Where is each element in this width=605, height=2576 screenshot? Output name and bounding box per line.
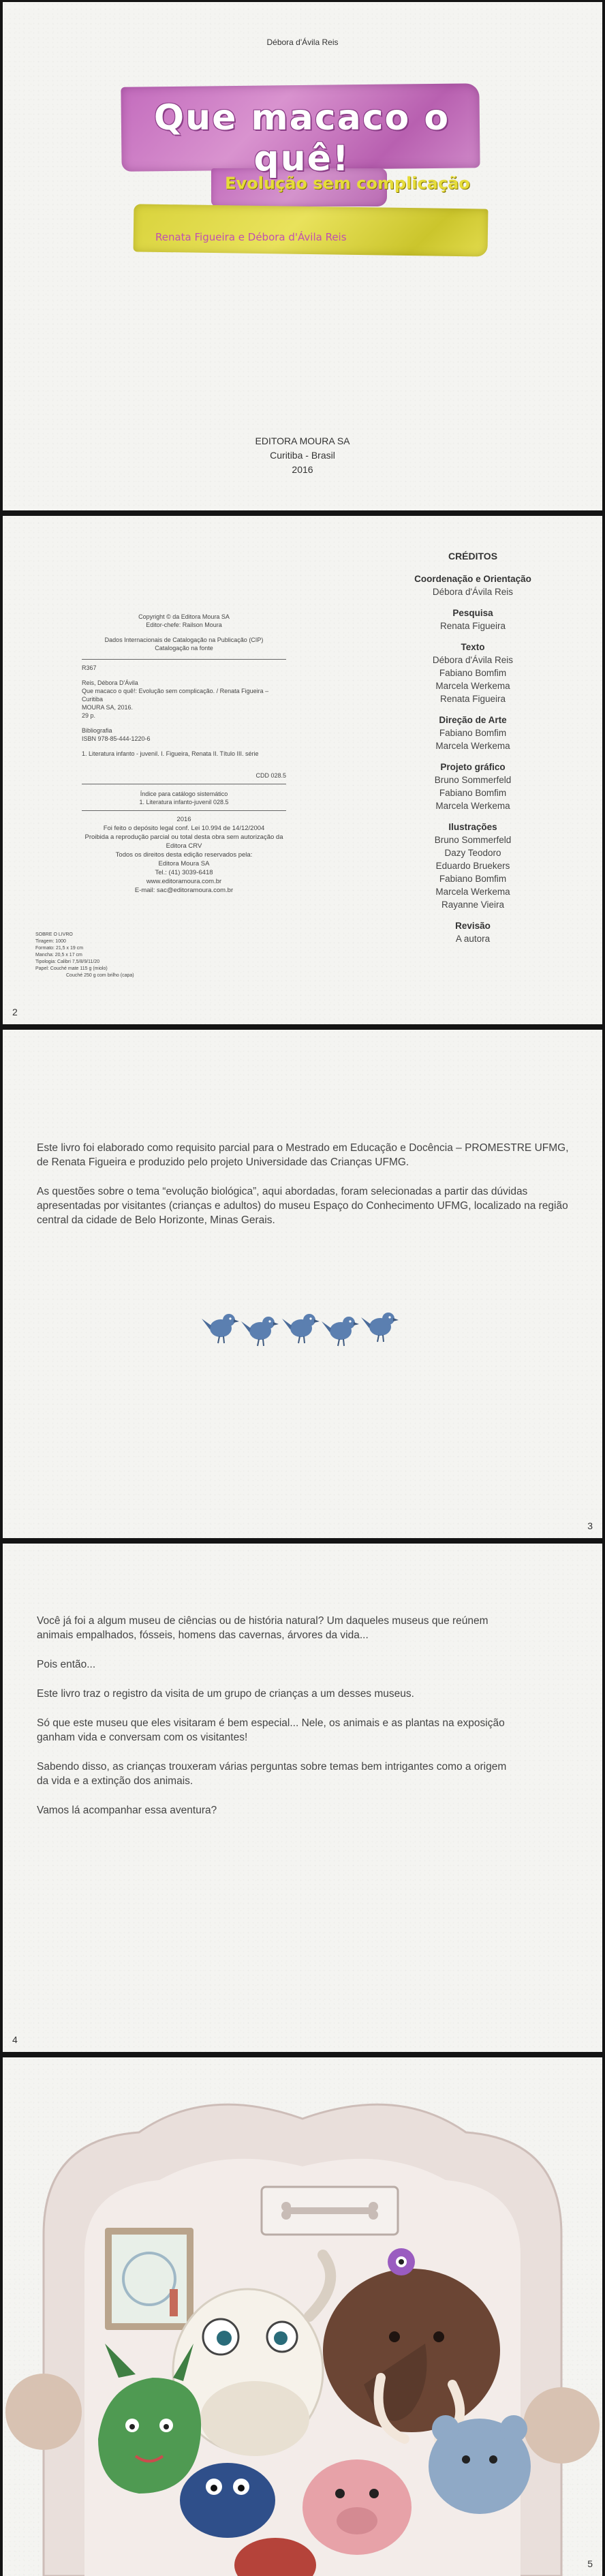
introduction-text	[37, 1614, 514, 1833]
acknowledgement-text	[37, 1141, 575, 1242]
credit-name: Bruno Sommerfeld	[434, 835, 512, 845]
bird-icon	[361, 1313, 399, 1342]
editor-chief-line: Editor-chefe: Railson Moura	[146, 622, 222, 628]
paragraph: Este livro traz o registro da visita de um grupo de crianças a um desses museus.	[37, 1688, 414, 1700]
cip-biblio: Bibliografia	[82, 727, 112, 734]
cover-author: Débora d'Ávila Reis	[266, 37, 339, 47]
credit-name: Renata Figueira	[439, 694, 506, 704]
paragraph: As questões sobre o tema “evolução biológica”, aqui abordadas, foram selecionadas a partir das dúvidas apresentadas por visitantes (crianças e adultos) do museu Espaço do Conhecimento UFMG, localizado na região central da cidade de Belo Horizonte, Minas Gerais.	[37, 1186, 568, 1226]
paragraph: Este livro foi elaborado como requisito parcial para o Mestrado em Educação e Docência – PROMESTRE UFMG, de Renata Figueira e produzido pelo projeto Universidade das Crianças UFMG.	[37, 1142, 569, 1168]
credit-name: Marcela Werkema	[435, 887, 510, 897]
blue-beetle-character	[180, 2463, 275, 2538]
credit-name: Fabiano Bomfim	[439, 728, 507, 738]
publisher-name: EDITORA MOURA SA	[255, 435, 350, 446]
credit-name: Débora d'Ávila Reis	[432, 655, 514, 665]
cip-entry-line: Reis, Débora D'Ávila	[82, 679, 138, 686]
credit-name: Renata Figueira	[439, 621, 506, 631]
spec-line: Formato: 21,5 x 19 cm	[35, 946, 84, 951]
page-number: 5	[587, 2558, 593, 2569]
credit-name: Fabiano Bomfim	[439, 874, 507, 884]
cip-code: R367	[82, 664, 97, 671]
credit-name: Rayanne Vieira	[441, 900, 505, 910]
framed-picture	[105, 2228, 193, 2330]
museum-characters-illustration	[3, 2057, 602, 2576]
credits-block	[384, 550, 561, 945]
legal-email: E-mail: sac@editoramoura.com.br	[134, 887, 234, 894]
credits-title: CRÉDITOS	[448, 551, 498, 562]
legal-line: Todos os direitos desta edição reservados pela:	[115, 851, 253, 859]
bird-icon	[202, 1314, 239, 1343]
cip-heading: Dados Internacionais de Catalogação na Publicação (CIP)	[104, 637, 264, 643]
credit-role: Revisão	[455, 921, 491, 931]
credit-name: Fabiano Bomfim	[439, 668, 507, 678]
credit-name: Bruno Sommerfeld	[434, 775, 512, 785]
catalog-record	[82, 613, 286, 895]
spec-line: Couché 250 g com brilho (capa)	[66, 973, 134, 978]
cip-entry-line: 29 p.	[82, 712, 96, 719]
page-number: 3	[587, 1520, 593, 1531]
index-item: 1. Literatura infanto-juvenil 028.5	[139, 799, 229, 806]
pig-character	[302, 2459, 412, 2555]
paragraph: Vamos lá acompanhar essa aventura?	[37, 1805, 217, 1816]
legal-line: Foi feito o depósito legal conf. Lei 10.994 de 14/12/2004	[103, 825, 265, 832]
credit-name: Marcela Werkema	[435, 681, 510, 691]
publisher-city: Curitiba - Brasil	[270, 450, 335, 461]
bone-sign	[262, 2187, 398, 2235]
spec-line: Tipologia: Calibri 7,5/8/9/11/20	[35, 960, 100, 964]
credit-name: Marcela Werkema	[435, 741, 510, 751]
credit-role: Pesquisa	[452, 608, 493, 618]
spec-line: Mancha: 20,5 x 17 cm	[35, 953, 82, 957]
credit-role: Texto	[461, 642, 485, 652]
bird-icon	[282, 1314, 320, 1343]
page-number: 4	[12, 2034, 18, 2045]
cip-subjects: 1. Literatura infanto - juvenil. I. Figueira, Renata II. Título III. série	[82, 750, 259, 757]
copyright-line: Copyright © da Editora Moura SA	[138, 613, 230, 620]
cip-isbn: ISBN 978-85-444-1220-6	[82, 735, 151, 742]
publisher-year: 2016	[292, 464, 313, 475]
credit-role: Projeto gráfico	[440, 762, 506, 772]
credit-role: Ilustrações	[448, 822, 497, 832]
birds-illustration	[200, 1302, 405, 1350]
spec-line: Papel: Couché mate 115 g (miolo)	[35, 966, 108, 971]
paragraph: Só que este museu que eles visitaram é bem especial... Nele, os animais e as plantas na exposição ganham vida e conversam com os visitantes!	[37, 1717, 505, 1743]
credit-name: Eduardo Bruekers	[435, 861, 510, 871]
bird-icon	[241, 1317, 279, 1346]
credit-name: Marcela Werkema	[435, 801, 510, 811]
legal-line: Editora Moura SA	[158, 860, 210, 868]
book-specs	[35, 932, 134, 979]
credit-role: Direção de Arte	[439, 715, 507, 725]
cip-entry-line: MOURA SA, 2016.	[82, 704, 134, 711]
credit-name: Dazy Teodoro	[444, 848, 501, 858]
credit-name: A autora	[455, 934, 491, 944]
spec-line: Tiragem: 1000	[35, 939, 66, 944]
legal-year: 2016	[176, 816, 191, 823]
page-number: 2	[12, 1007, 18, 1017]
index-heading: Índice para catálogo sistemático	[140, 791, 228, 797]
cip-entry-line: Que macaco o quê!: Evolução sem complicação. / Renata Figueira – Curitiba	[82, 688, 269, 703]
purple-critter	[388, 2248, 415, 2275]
paragraph: Sabendo disso, as crianças trouxeram várias perguntas sobre temas bem intrigantes como a origem da vida e a extinção dos animais.	[37, 1761, 507, 1787]
yellow-paper-strip	[134, 204, 488, 256]
paragraph: Você já foi a algum museu de ciências ou de história natural? Um daqueles museus que reúnem animais empalhados, fósseis, homens das cavernas, árvores da vida...	[37, 1615, 488, 1641]
cover-publisher	[3, 434, 602, 477]
page-2	[3, 516, 602, 1024]
page-4	[3, 1544, 602, 2052]
paragraph: Pois então...	[37, 1659, 96, 1670]
spec-line: SOBRE O LIVRO	[35, 932, 73, 937]
credit-name: Débora d'Ávila Reis	[432, 587, 514, 597]
legal-line: Proibida a reprodução parcial ou total desta obra sem autorização da Editora CRV	[84, 833, 283, 850]
book-subtitle: Evolução sem complicação	[225, 174, 470, 193]
legal-phone: Tel.: (41) 3039-6418	[155, 869, 213, 876]
cover-title-block	[121, 85, 489, 271]
legal-website: www.editoramoura.com.br	[146, 878, 222, 885]
book-title: Que macaco o quê!	[153, 97, 450, 179]
page-1	[3, 2, 602, 510]
bird-icon	[322, 1317, 359, 1346]
cip-cdd: CDD 028.5	[255, 772, 286, 779]
page-5	[3, 2057, 602, 2576]
cip-subheading: Catalogação na fonte	[155, 645, 213, 651]
credit-name: Fabiano Bomfim	[439, 788, 507, 798]
blue-bear-character	[429, 2415, 531, 2514]
cover-byline: Renata Figueira e Débora d'Ávila Reis	[155, 231, 347, 243]
cip-box	[82, 659, 286, 784]
credit-role: Coordenação e Orientação	[414, 574, 531, 584]
page-3	[3, 1030, 602, 1538]
